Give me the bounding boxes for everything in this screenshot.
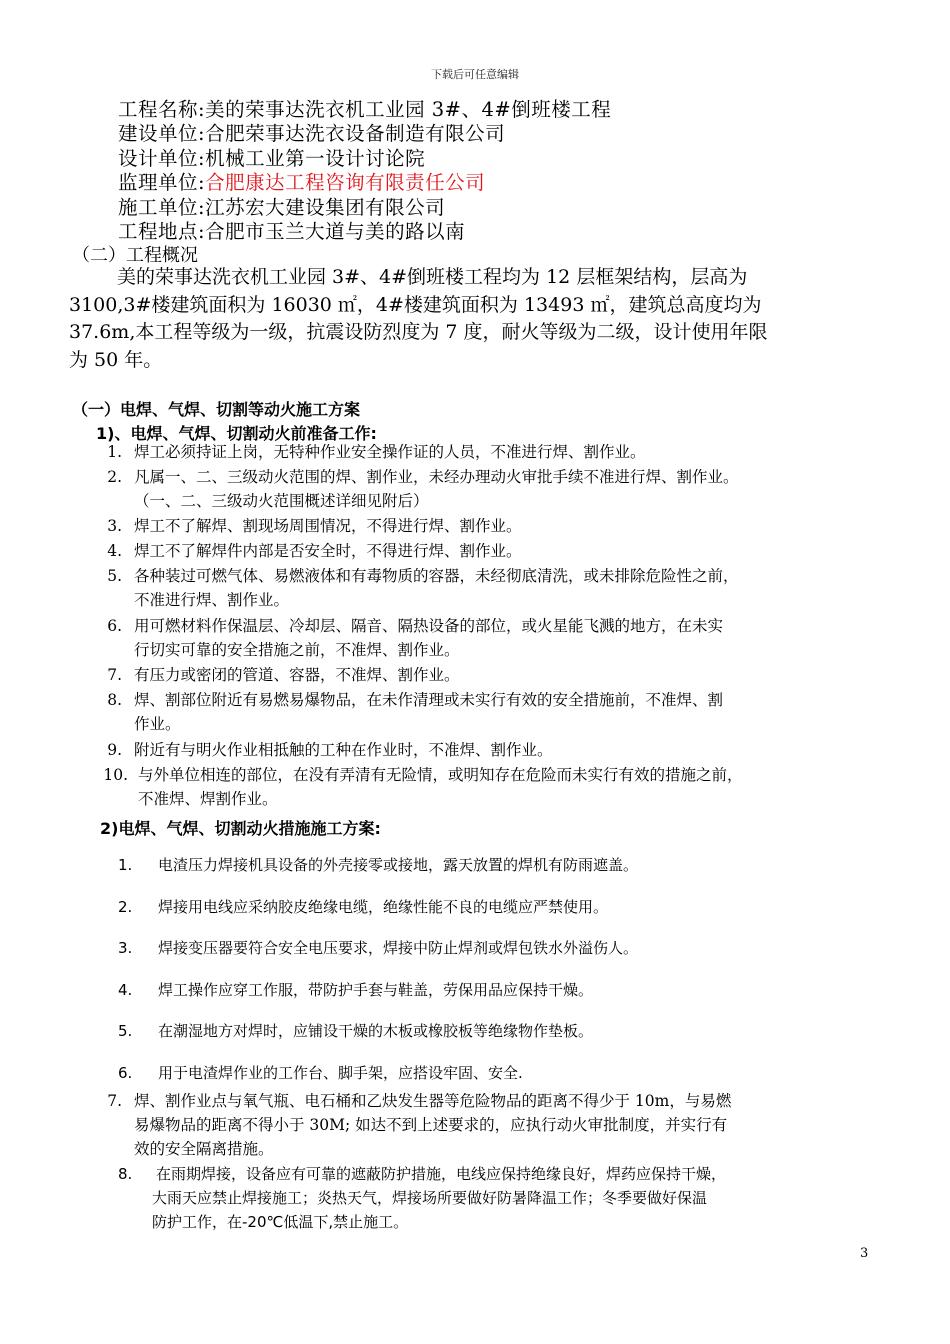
item-text: 行切实可靠的安全措施之前，不准焊、割作业。 [134, 641, 460, 659]
item-number: 6. [107, 617, 122, 635]
overview-line: 为 50 年。 [69, 348, 163, 371]
item-text: 用可燃材料作保温层、冷却层、隔音、隔热设备的部位，或火星能飞溅的地方，在未实 [134, 617, 724, 635]
subsection-title: 2)电焊、气焊、切割动火措施施工方案: [100, 819, 381, 838]
item-text: 效的安全隔离措施。 [134, 1140, 274, 1158]
item-number: 5. [118, 1022, 133, 1040]
overview-heading: （二）工程概况 [72, 245, 198, 266]
overview-paragraph [69, 264, 877, 374]
item-text: 各种装过可燃气体、易燃液体和有毒物质的容器，未经彻底清洗，或未排除危险性之前， [134, 567, 739, 585]
item-text: （一、二、三级动火范围概述详细见附后） [134, 492, 429, 510]
item-text: 与外单位相连的部位，在没有弄清有无险情，或明知存在危险而未实行有效的措施之前， [138, 766, 743, 784]
item-text: 焊、割部位附近有易燃易爆物品，在未作清理或未实行有效的安全措施前，不准焊、割 [134, 691, 724, 709]
item-text: 电渣压力焊接机具设备的外壳接零或接地，露天放置的焊机有防雨遮盖。 [158, 856, 639, 874]
item-number: 6. [118, 1064, 133, 1082]
list-item [118, 895, 609, 920]
list-item [118, 978, 594, 1003]
item-text: 焊工必须持证上岗，无特种作业安全操作证的人员，不准进行焊、割作业。 [134, 443, 646, 461]
value: 合肥荣事达洗衣设备制造有限公司 [205, 122, 506, 145]
item-text: 有压力或密闭的管道、容器，不准焊、割作业。 [134, 666, 460, 684]
item-number: 4. [107, 542, 122, 560]
item-text: 不准进行焊、割作业。 [134, 591, 290, 609]
item-text: 焊接用电线应采纳胶皮绝缘电缆，绝缘性能不良的电缆应严禁使用。 [158, 898, 609, 916]
section-title: （一）电焊、气焊、切割等动火施工方案 [72, 400, 361, 419]
label: 监理单位: [118, 171, 206, 194]
item-number: 3. [118, 939, 133, 957]
overview-line: 37.6m,本工程等级为一级，抗震设防烈度为 7 度，耐火等级为二级，设计使用年限 [69, 321, 768, 343]
item-number: 8. [118, 1165, 133, 1183]
owner-line [118, 118, 505, 146]
value: 机械工业第一设计讨论院 [205, 147, 426, 170]
list-item [118, 936, 639, 961]
item-text: 防护工作，在-20℃低温下,禁止施工。 [152, 1213, 409, 1231]
item-text: 焊工不了解焊件内部是否安全时，不得进行焊、割作业。 [134, 542, 522, 560]
label: 建设单位: [118, 122, 206, 145]
item-text: 大雨天应禁止焊接施工；炎热天气，焊接场所要做好防暑降温工作；冬季要做好保温 [152, 1189, 708, 1207]
supervisor-line [118, 167, 485, 195]
label: 设计单位: [118, 147, 206, 170]
item-number: 7. [107, 666, 122, 684]
list-item [118, 1019, 594, 1044]
subsection-title: 1)、电焊、气焊、切割动火前准备工作: [96, 424, 377, 443]
item-number: 10. [103, 766, 128, 784]
item-number: 2. [118, 898, 133, 916]
item-text: 焊工操作应穿工作服，带防护手套与鞋盖，劳保用品应保持干燥。 [158, 981, 594, 999]
item-number: 3. [107, 517, 122, 535]
item-text: 附近有与明火作业相抵触的工种在作业时，不准焊、割作业。 [134, 741, 553, 759]
item-number: 1. [107, 443, 122, 461]
overview-line: 美的荣事达洗衣机工业园 3#、4#倒班楼工程均为 12 层框架结构，层高为 [117, 266, 748, 288]
item-text: 焊、割作业点与氧气瓶、电石桶和乙炔发生器等危险物品的距离不得少于 10m，与易燃 [134, 1092, 732, 1110]
value: 合肥市玉兰大道与美的路以南 [205, 220, 466, 243]
value: 江苏宏大建设集团有限公司 [205, 196, 446, 219]
value: 美的荣事达洗衣机工业园 3#、4#倒班楼工程 [205, 98, 612, 121]
value: 合肥康达工程咨询有限责任公司 [205, 171, 486, 194]
list-item [118, 1162, 727, 1231]
overview-line: 3100,3#楼建筑面积为 16030 ㎡，4#楼建筑面积为 13493 ㎡，建筑总高度均为 [69, 293, 762, 316]
item-number: 8. [107, 691, 122, 709]
item-number: 2. [107, 468, 122, 486]
item-text: 凡属一、二、三级动火范围的焊、割作业，未经办理动火审批手续不准进行焊、割作业。 [134, 468, 739, 486]
item-text: 焊工不了解焊、割现场周围情况，不得进行焊、割作业。 [134, 517, 522, 535]
page-number: 3 [860, 1246, 869, 1261]
item-text: 在雨期焊接，设备应有可靠的遮蔽防护措施，电线应保持绝缘良好，焊药应保持干燥， [156, 1165, 727, 1183]
label: 施工单位: [118, 196, 206, 219]
list-item [118, 1061, 523, 1086]
item-text: 作业。 [134, 715, 181, 733]
item-text: 在潮湿地方对焊时，应铺设干燥的木板或橡胶板等绝缘物作垫板。 [158, 1022, 594, 1040]
item-number: 1. [118, 856, 133, 874]
list-item [118, 853, 639, 878]
item-number: 4. [118, 981, 133, 999]
item-number: 5. [107, 567, 122, 585]
label: 工程地点: [118, 220, 206, 243]
item-number: 9. [107, 741, 122, 759]
item-text: 用于电渣焊作业的工作台、脚手架，应搭设牢固、安全. [158, 1064, 523, 1082]
item-text: 不准焊、焊割作业。 [138, 790, 278, 808]
item-number: 7. [107, 1092, 122, 1110]
label: 工程名称: [118, 98, 206, 121]
item-text: 易爆物品的距离不得小于 30M; 如达不到上述要求的，应执行动火审批制度，并实行有 [134, 1116, 728, 1134]
location-line [118, 216, 465, 244]
page-header: 下载后可任意编辑 [431, 68, 519, 81]
item-text: 焊接变压器要符合安全电压要求，焊接中防止焊剂或焊包铁水外溢伤人。 [158, 939, 639, 957]
